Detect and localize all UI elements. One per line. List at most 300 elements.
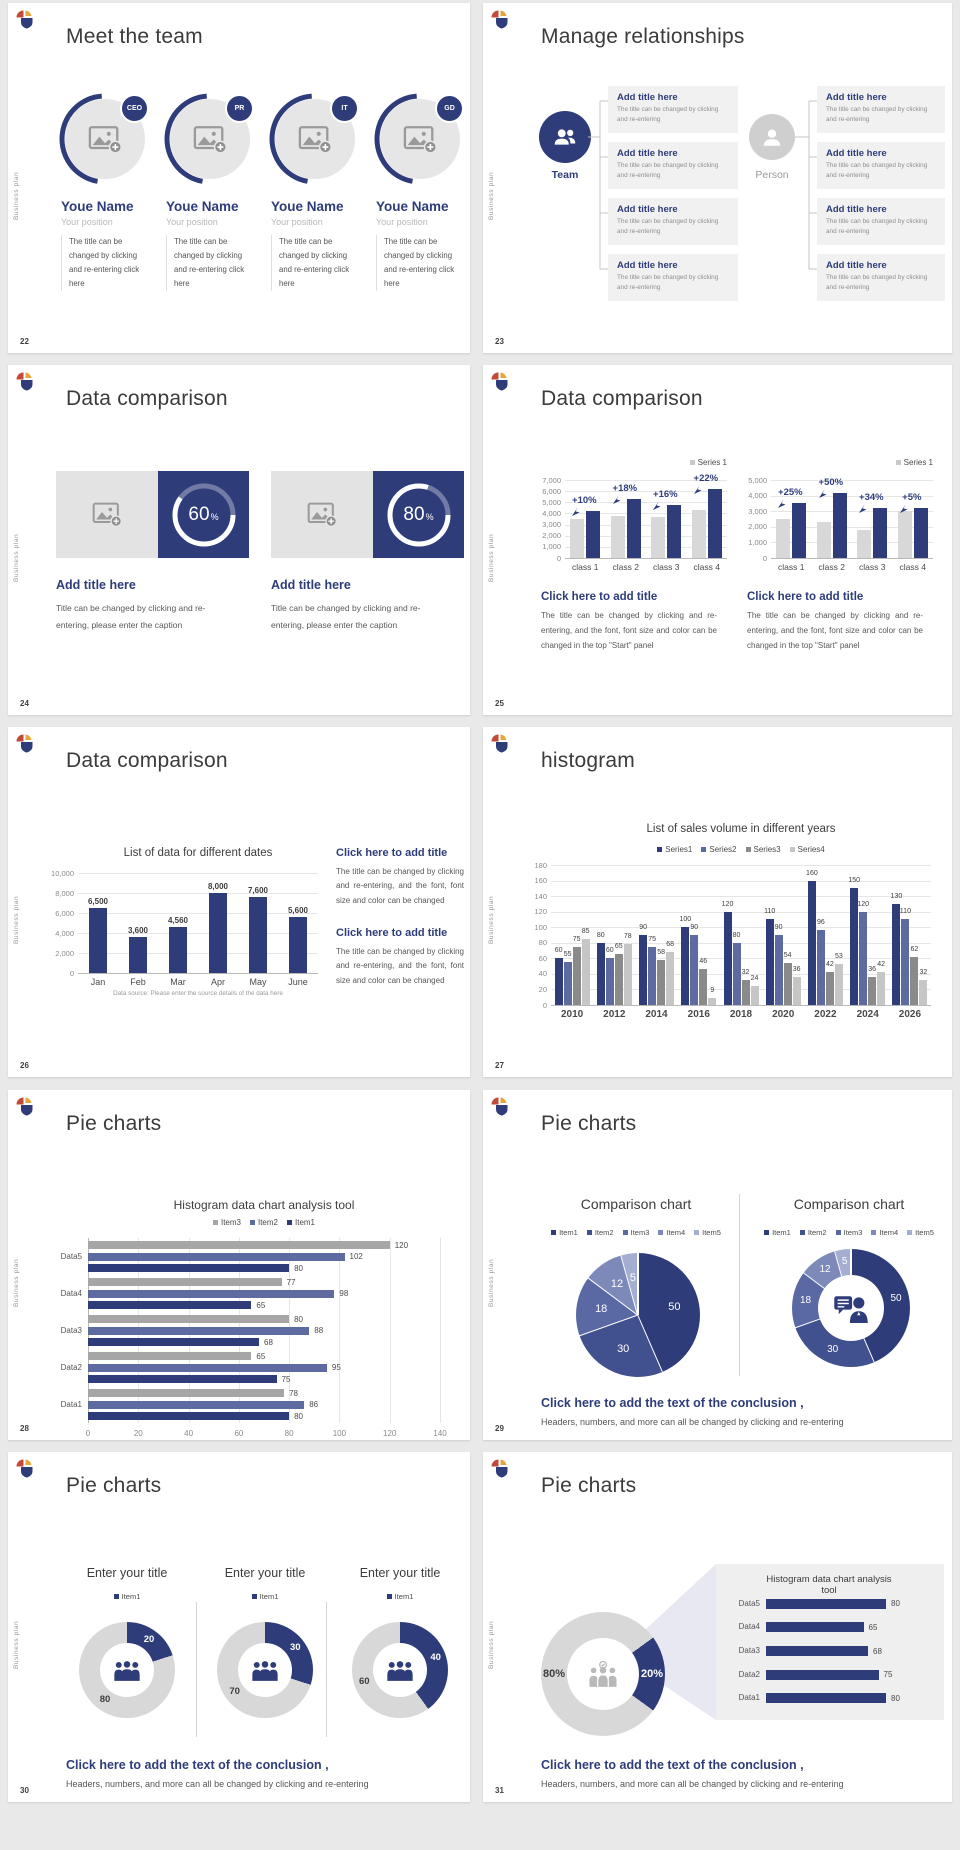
slide-title: Meet the team [66,25,203,48]
cursor-arrow-icon [819,486,829,496]
growth-annotation: +22% [693,472,719,484]
brand-logo-icon [491,1459,509,1479]
bar [766,1693,886,1703]
bar [857,530,871,558]
legend-item [690,458,727,467]
bar [766,919,774,1005]
slide-25[interactable] [483,365,952,715]
legend-label: Series2 [709,845,737,854]
legend-label: Item2 [807,1228,827,1237]
role-badge: GD [435,94,464,123]
value-label: 32 [741,969,750,977]
sidebar-vertical-label: Business plan [488,533,495,582]
box-body: The title can be changed by clicking and re-entering [617,162,719,179]
category-label: Data1 [60,1399,82,1409]
value-label: 80 [891,1693,900,1703]
legend-label: Item4 [666,1228,686,1237]
bar [766,1670,879,1680]
bar [627,499,641,558]
bar [639,935,647,1005]
legend-label: Item1 [295,1218,316,1227]
slice-label: 70 [229,1686,240,1697]
legend-item [764,1228,791,1237]
sidebar-vertical-label: Business plan [13,533,20,582]
legend-label: Item1 [559,1228,578,1237]
legend-label: Series 1 [697,458,727,467]
chart-title: Comparison chart [793,1196,905,1212]
relationship-box [817,142,945,189]
legend-label: Item5 [915,1228,934,1237]
card-caption: Title can be changed by clicking and re-entering, please enter the caption [56,603,206,630]
bar [555,958,563,1005]
x-category-label: class 2 [612,562,639,572]
legend-item [551,1228,578,1237]
x-category-label: class 4 [693,562,720,572]
y-tick-label: 60 [538,953,547,963]
bar [793,977,801,1005]
category-label: Data4 [738,1622,760,1632]
legend-swatch [800,1230,805,1235]
relationship-box [817,198,945,245]
y-tick-label: 120 [534,907,547,917]
x-category-label: 2012 [603,1009,626,1020]
legend-swatch [114,1594,119,1599]
gridline [390,1238,391,1423]
donut-chart [322,1580,470,1740]
legend-label: Series1 [665,845,693,854]
grouped-column-chart [513,815,943,1040]
bar [169,927,187,973]
slice-label: 40 [430,1652,441,1664]
y-tick-label: 160 [534,876,547,886]
x-tick-label: 0 [85,1429,91,1438]
value-label: 60 [605,947,614,955]
value-label: 85 [581,927,590,935]
y-tick-label: 0 [542,1000,547,1010]
growth-annotation: +16% [653,488,678,500]
category-label: Data3 [60,1325,82,1335]
page-number: 27 [495,1061,504,1070]
y-tick-label: 3,000 [748,506,767,516]
bar [877,972,885,1005]
brand-logo-icon [16,1459,34,1479]
slice-label: 12 [819,1264,831,1276]
bar [88,1315,289,1323]
y-tick-label: 100 [534,922,547,932]
bar [690,935,698,1005]
relationship-box [608,142,738,189]
value-label: 110 [899,908,911,916]
slice-label: 20% [640,1668,664,1680]
bar [835,964,843,1005]
team-member [166,91,258,291]
legend-swatch [764,1230,769,1235]
value-label: 36 [792,966,801,973]
conclusion-heading: Click here to add the text of the conclusion , [541,1396,804,1410]
cursor-arrow-icon [778,496,788,506]
slice-label: 50 [890,1292,902,1304]
value-label: 62 [910,945,919,953]
bar [249,897,267,973]
bar [88,1327,309,1335]
y-tick-label: 6,000 [55,908,74,918]
value-label: 90 [639,924,647,931]
slice-label: 5 [629,1272,636,1285]
legend-label: Item1 [394,1592,414,1601]
y-tick-label: 2,000 [542,531,561,541]
gauge-value: 60 % [188,503,219,525]
value-label: 88 [314,1326,324,1335]
value-label: 46 [699,958,708,966]
relationship-box [608,254,738,301]
x-tick-label: 100 [332,1429,347,1438]
sidebar-vertical-label: Business plan [488,171,495,220]
chart-legend [186,1592,344,1601]
pie-chart [531,1190,741,1390]
bar [88,1338,259,1346]
box-title: Add title here [617,204,678,215]
value-label: 65 [256,1351,266,1361]
bar [88,1364,327,1372]
legend-swatch [587,1230,592,1235]
x-category-label: class 3 [653,562,680,572]
legend-label: Item1 [772,1228,791,1237]
box-body: The title can be changed by clicking and re-entering [826,106,928,123]
slide-title: Manage relationships [541,25,745,48]
legend-swatch [701,847,706,852]
text-block-heading: Click here to add title [336,847,448,859]
category-label: Data3 [738,1646,760,1655]
legend-item [387,1592,414,1601]
legend-swatch [790,847,795,852]
chart-legend [551,845,931,854]
slide-title: histogram [541,749,636,772]
bar [681,927,689,1005]
slide-23[interactable] [483,3,952,353]
box-title: Add title here [826,204,887,215]
slice-label: 18 [799,1295,812,1307]
bar [88,1389,284,1397]
slide-30[interactable] [8,1452,470,1802]
x-category-label: Feb [130,977,146,987]
bar [919,980,927,1005]
value-label: 3,600 [127,926,149,935]
value-label: 7,600 [247,886,269,895]
avatar [376,91,468,193]
page-number: 29 [495,1424,504,1433]
bar [88,1253,345,1261]
bar [615,954,623,1005]
value-label: 96 [816,919,825,927]
horizontal-bar-chart [33,1190,468,1438]
x-category-label: class 1 [572,562,599,572]
bar [868,977,876,1005]
x-tick-label: 80 [284,1429,294,1438]
value-label: 120 [857,900,870,908]
y-tick-label: 10,000 [51,868,74,878]
member-position: Your position [166,217,218,227]
slide-title: Pie charts [541,1112,637,1135]
value-label: 42 [877,961,886,969]
value-label: 75 [572,935,581,943]
bar [751,986,759,1005]
bar [564,962,572,1005]
growth-annotation: +18% [612,482,638,494]
value-label: 42 [825,961,834,969]
box-title: Add title here [617,260,678,271]
legend-swatch [213,1220,218,1225]
legend-swatch [250,1220,255,1225]
box-title: Add title here [826,148,887,159]
people-check-icon [585,1661,621,1693]
avatar [166,91,258,193]
slice-label: 30 [617,1343,630,1356]
value-label: 98 [339,1289,349,1298]
panel-heading: Click here to add title [541,591,658,603]
slide-24[interactable] [8,365,470,715]
y-tick-label: 2,000 [748,522,767,532]
gridline [771,558,933,559]
team-connector-lines [588,93,610,275]
chart-footnote: Data source: Please enter the source details of the data here [113,990,283,997]
slice-label: 18 [595,1303,608,1316]
x-category-label: class 1 [778,562,805,572]
grouped-column-chart [529,450,734,585]
page-number: 30 [20,1786,29,1795]
value-label: 54 [783,952,792,959]
value-label: 110 [764,908,776,916]
slide-28[interactable] [8,1090,470,1440]
y-tick-label: 4,000 [748,491,767,501]
member-name: Youe Name [271,199,344,214]
x-category-label: 2020 [772,1009,795,1020]
member-position: Your position [61,217,113,227]
member-text: The title can be changed by clicking and re-entering click here [61,235,149,291]
legend-item [694,1228,721,1237]
slice-label: 5 [841,1256,848,1268]
team-member [271,91,363,291]
y-tick-label: 4,000 [55,928,74,938]
slice-label: 50 [668,1301,681,1314]
gridline [339,1238,340,1423]
box-title: Add title here [617,92,678,103]
y-tick-label: 5,000 [542,497,561,507]
sidebar-vertical-label: Business plan [13,1620,20,1669]
slide-22[interactable] [8,3,470,353]
bar [666,952,674,1005]
gridline [78,873,318,874]
value-label: 130 [890,892,903,900]
bar [573,947,581,1005]
mini-bar-chart [716,1564,944,1720]
x-category-label: 2014 [645,1009,668,1020]
chart-legend [531,1228,741,1237]
bar [873,508,887,558]
legend-item [287,1218,315,1227]
relationship-box [817,86,945,133]
legend-item [657,845,692,854]
value-label: 80 [294,1411,303,1421]
legend-item [907,1228,934,1237]
slide-29[interactable] [483,1090,952,1440]
legend-label: Item3 [220,1218,241,1227]
bar [88,1375,277,1383]
legend-item [871,1228,898,1237]
gauge-80 [373,471,464,558]
chart-title: Histogram data chart analysis tool [173,1198,355,1212]
slide-26[interactable] [8,727,470,1077]
value-label: 24 [750,975,759,983]
x-tick-label: 120 [383,1429,397,1438]
conclusion-heading: Click here to add the text of the conclusion , [66,1758,329,1772]
value-label: 75 [883,1670,893,1680]
value-label: 80 [596,931,605,939]
box-body: The title can be changed by clicking and re-entering [617,106,719,123]
page-number: 23 [495,337,504,346]
chart-legend [322,1592,470,1601]
legend-item [701,845,736,854]
x-category-label: June [288,977,308,987]
legend-label: Series3 [753,845,781,854]
x-category-label: class 4 [899,562,926,572]
bar [88,1278,282,1286]
bar [826,972,834,1005]
box-body: The title can be changed by clicking and re-entering [617,218,719,235]
slide-title: Data comparison [66,387,228,410]
legend-label: Item2 [257,1218,278,1227]
y-tick-label: 80 [538,938,547,948]
chart-title: List of sales volume in different years [646,823,836,835]
bar [910,957,918,1005]
bar [88,1412,289,1420]
brand-logo-icon [16,372,34,392]
legend-label: Item5 [702,1228,721,1237]
bar [657,960,665,1005]
y-tick-label: 1,000 [542,542,561,552]
value-label: 5,600 [287,906,309,915]
legend-swatch [658,1230,663,1235]
donut-chart [186,1580,344,1740]
slide-27[interactable] [483,727,952,1077]
legend-swatch [387,1594,392,1599]
x-category-label: 2018 [729,1009,753,1020]
page-number: 26 [20,1061,29,1070]
conclusion-body: Headers, numbers, and more can all be changed by clicking and re-entering [541,1779,844,1789]
legend-label: Item1 [121,1592,141,1601]
x-category-label: Apr [210,977,225,987]
legend-swatch [907,1230,912,1235]
y-tick-label: 20 [538,984,547,994]
person-icon [749,114,795,160]
category-label: Data1 [738,1693,760,1703]
image-placeholder-icon [56,471,158,558]
value-label: 77 [286,1277,296,1287]
page-number: 24 [20,699,29,708]
box-title: Add title here [826,92,887,103]
role-badge: PR [225,94,254,123]
legend-swatch [551,1230,556,1235]
sidebar-vertical-label: Business plan [488,1258,495,1307]
brand-logo-icon [16,10,34,30]
image-placeholder-icon [271,471,373,558]
value-label: 90 [690,924,699,931]
y-tick-label: 0 [762,553,767,563]
page-number: 22 [20,337,29,346]
cursor-arrow-icon [613,492,623,502]
team-icon [539,111,591,163]
person-label: Person [755,169,789,181]
cursor-arrow-icon [900,501,910,511]
bar [892,904,900,1005]
legend-swatch [871,1230,876,1235]
donut-chart [541,1612,671,1742]
x-category-label: 2016 [687,1009,710,1020]
gridline [78,973,318,974]
role-badge: IT [330,94,359,123]
legend-item [658,1228,685,1237]
slide-title: Data comparison [66,749,228,772]
y-tick-label: 8,000 [55,888,74,898]
value-label: 65 [256,1300,266,1310]
member-name: Youe Name [166,199,239,214]
y-tick-label: 180 [534,860,547,870]
chart-title: Enter your title [86,1566,168,1580]
box-title: Add title here [617,148,678,159]
conclusion-body: Headers, numbers, and more can all be changed by clicking and re-entering [66,1779,369,1789]
gridline [78,953,318,954]
bar [859,912,867,1005]
sidebar-vertical-label: Business plan [13,171,20,220]
value-label: 120 [721,900,734,908]
page-number: 25 [495,699,504,708]
page-number: 31 [495,1786,504,1795]
x-category-label: Jan [90,977,106,987]
brand-logo-icon [16,734,34,754]
page-number: 28 [20,1424,29,1433]
value-label: 8,000 [207,882,229,891]
legend-swatch [690,460,695,465]
category-label: Data4 [60,1288,82,1298]
value-label: 68 [666,941,674,949]
brand-logo-icon [16,1097,34,1117]
x-tick-label: 20 [133,1429,143,1438]
relationship-box [608,198,738,245]
value-label: 100 [679,916,692,924]
box-body: The title can be changed by clicking and re-entering [826,162,928,179]
member-text: The title can be changed by clicking and re-entering click here [166,235,254,291]
value-label: 60 [554,947,563,955]
progress-ring [373,471,464,558]
avatar [61,91,153,193]
chart-legend [565,458,727,467]
bar [209,893,227,973]
bar [724,912,732,1005]
sidebar-vertical-label: Business plan [488,895,495,944]
x-category-label: class 2 [818,562,845,572]
category-label: Data2 [60,1362,82,1372]
legend-item [836,1228,863,1237]
member-name: Youe Name [376,199,449,214]
value-label: 95 [331,1363,341,1372]
brand-logo-icon [491,1097,509,1117]
member-position: Your position [376,217,428,227]
bar [88,1241,390,1249]
slide-31[interactable] [483,1452,952,1802]
legend-item [746,845,781,854]
value-label: 120 [394,1240,409,1250]
bar [129,937,147,973]
y-tick-label: 3,000 [542,520,561,530]
